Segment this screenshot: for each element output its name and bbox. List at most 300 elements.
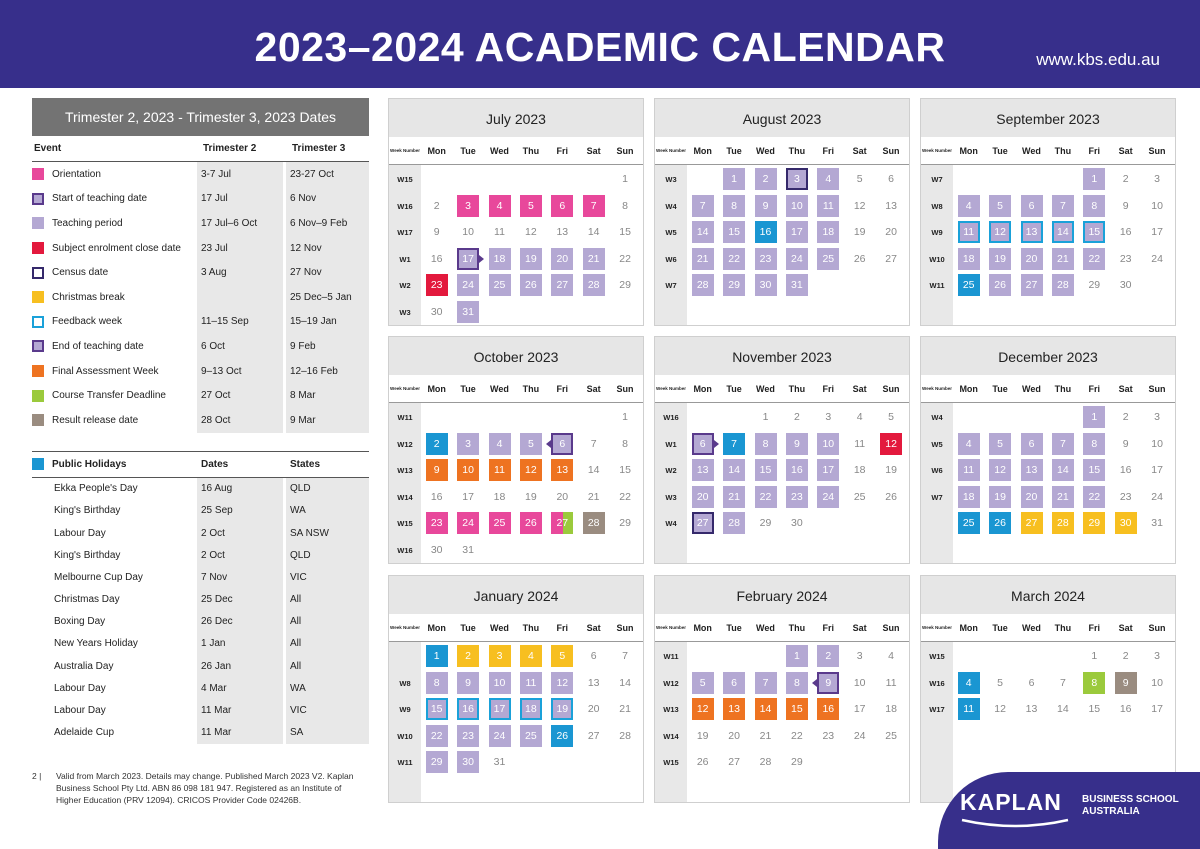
weekday-header: Thu (1054, 622, 1072, 633)
weekday-header: Sat (1118, 383, 1133, 394)
calendar-day: 6 (1021, 433, 1043, 455)
calendar-day: 17 (853, 703, 866, 716)
calendar-day: 6 (1021, 195, 1043, 217)
calendar-day: 14 (587, 226, 600, 239)
calendar-day: 11 (958, 459, 980, 481)
calendar-day: 7 (622, 650, 629, 662)
weekday-header: Mon (959, 622, 978, 633)
weekday-header: Wed (490, 145, 509, 156)
calendar-day: 6 (1028, 676, 1035, 689)
weekday-header: Sun (1148, 145, 1166, 156)
month-body (389, 165, 643, 325)
holiday-name-cell (32, 611, 197, 633)
legend-t2-date: 3 Aug (197, 260, 286, 285)
calendar-day: 4 (888, 650, 895, 662)
calendar-day: 25 (885, 729, 897, 742)
calendar-day: 25 (489, 512, 511, 534)
week-number: W9 (399, 705, 411, 715)
calendar-day: 19 (696, 729, 709, 742)
legend-t3-date: 6 Nov (286, 187, 369, 212)
week-number: W17 (397, 228, 413, 238)
calendar-day: 15 (786, 698, 808, 720)
calendar-day: 13 (723, 698, 745, 720)
weekday-header: Mon (427, 145, 446, 156)
holidays-header-cell (197, 452, 286, 477)
calendar-day: 28 (759, 756, 772, 769)
legend-header-label: Trimester 2 (203, 143, 257, 154)
calendar-day: 14 (1052, 459, 1074, 481)
holiday-name-cell (32, 699, 197, 721)
legend-swatch-transfer (32, 390, 44, 402)
calendar-day: 27 (885, 252, 897, 265)
calendar-day: 25 (520, 725, 542, 747)
weekday-header: Sat (852, 383, 867, 394)
holidays-header-row (32, 452, 369, 478)
calendar-day: 4 (856, 411, 863, 423)
calendar-day: 21 (692, 248, 714, 270)
calendar-day: 11 (489, 459, 511, 481)
calendar-day: 20 (1021, 486, 1043, 508)
week-number: W12 (397, 439, 413, 449)
calendar-day: 30 (755, 274, 777, 296)
weekday-header: Sun (616, 145, 634, 156)
calendar-day: 10 (1151, 437, 1163, 450)
calendar-day: 5 (520, 195, 542, 217)
holiday-date: 4 Mar (197, 677, 286, 699)
legend-t3-date: 23-27 Oct (286, 162, 369, 187)
legend-t2-date: 9–13 Oct (197, 359, 286, 384)
calendar-day: 29 (1083, 512, 1105, 534)
calendar-day: 7 (692, 195, 714, 217)
legend-t3-date: 9 Mar (286, 408, 369, 433)
calendar-day: 3 (1154, 650, 1161, 662)
calendar-day: 10 (1151, 676, 1163, 689)
weekday-header: Sun (882, 622, 900, 633)
calendar-day: 28 (1052, 512, 1074, 534)
holiday-row (32, 611, 369, 633)
calendar-day: 17 (1151, 226, 1163, 239)
week-number: W2 (399, 281, 411, 291)
week-number: W3 (665, 492, 677, 502)
calendar-day: 4 (817, 168, 839, 190)
legend-t3-date: 8 Mar (286, 383, 369, 408)
holiday-state: All (286, 611, 369, 633)
month-title: December 2023 (921, 337, 1175, 375)
legend-swatch-feedback (32, 316, 44, 328)
legend-t3-date: 12 Nov (286, 236, 369, 261)
holiday-name: Ekka People's Day (54, 483, 138, 495)
calendar-day: 7 (1052, 433, 1074, 455)
weekday-header: Fri (556, 383, 569, 394)
calendar-day: 23 (426, 512, 448, 534)
calendar-day: 14 (1052, 221, 1074, 243)
website-link[interactable]: www.kbs.edu.au (1036, 50, 1160, 69)
legend-event-name: Final Assessment Week (52, 365, 159, 377)
calendar-day: 16 (817, 698, 839, 720)
legend-t3-date: 6 Nov–9 Feb (286, 211, 369, 236)
calendar-day: 13 (885, 199, 897, 212)
calendar-day: 5 (989, 195, 1011, 217)
legend-header-cell (197, 136, 286, 161)
legend-row (32, 310, 369, 335)
calendar-day: 19 (989, 486, 1011, 508)
month-march-2024 (920, 575, 1176, 803)
holiday-date: 7 Nov (197, 566, 286, 588)
week-number: W11 (397, 413, 413, 422)
legend-t3-date: 25 Dec–5 Jan (286, 285, 369, 310)
calendar-day: 9 (755, 195, 777, 217)
weekday-header: Thu (788, 145, 806, 156)
weekday-header: Mon (693, 383, 712, 394)
weekday-header-row (389, 137, 643, 165)
holiday-state: WA (286, 677, 369, 699)
month-july-2023 (388, 98, 644, 326)
calendar-day: 31 (457, 301, 479, 323)
calendar-day: 25 (489, 274, 511, 296)
weekday-header: Fri (1088, 383, 1101, 394)
weekday-header: Fri (556, 145, 569, 156)
weekday-header: Sun (1148, 622, 1166, 633)
holiday-row (32, 655, 369, 677)
logo-line-2: AUSTRALIA (1082, 806, 1140, 817)
calendar-day: 9 (433, 226, 440, 239)
calendar-day: 21 (1052, 486, 1074, 508)
calendar-day: 10 (462, 226, 474, 239)
legend-event-cell (32, 334, 197, 359)
calendar-day: 16 (430, 252, 443, 265)
legend-event-cell (32, 187, 197, 212)
holiday-date: 11 Mar (197, 699, 286, 721)
legend-row (32, 285, 369, 310)
holiday-state: QLD (286, 478, 369, 500)
calendar-day: 5 (551, 645, 573, 667)
holiday-name: Australia Day (54, 660, 114, 672)
calendar-day: 16 (755, 221, 777, 243)
holiday-name: Labour Day (54, 682, 106, 694)
calendar-day: 27 (692, 512, 714, 534)
calendar-day: 10 (853, 676, 866, 689)
calendar-day: 2 (755, 168, 777, 190)
calendar-day: 6 (590, 650, 597, 662)
holiday-name: Labour Day (54, 705, 106, 716)
week-number: W13 (397, 466, 413, 476)
calendar-day: 23 (755, 248, 777, 270)
calendar-day: 16 (1119, 703, 1132, 716)
weekday-header: Tue (460, 145, 476, 156)
calendar-day: 1 (1083, 168, 1105, 190)
calendar-day: 13 (1025, 703, 1038, 716)
weekday-header: Tue (992, 383, 1008, 394)
legend-t2-date: 23 Jul (197, 236, 286, 261)
month-title: September 2023 (921, 99, 1175, 137)
legend-t2-date (197, 285, 286, 310)
header-banner (0, 0, 1200, 88)
month-title: February 2024 (655, 576, 909, 614)
calendar-day: 26 (520, 274, 542, 296)
holidays-header-label: Dates (201, 458, 229, 470)
calendar-day: 30 (430, 544, 443, 556)
calendar-day: 21 (583, 248, 605, 270)
week-number: W8 (399, 678, 411, 688)
calendar-day: 17 (1151, 464, 1163, 477)
calendar-day: 28 (692, 274, 714, 296)
calendar-day: 30 (1115, 512, 1137, 534)
calendar-day: 13 (1021, 459, 1043, 481)
calendar-day: 26 (885, 490, 897, 503)
weekday-header: Tue (460, 622, 476, 633)
calendar-day: 25 (958, 274, 980, 296)
legend-t2-date: 17 Jul–6 Oct (197, 211, 286, 236)
calendar-day: 15 (619, 226, 631, 239)
weekday-header: Mon (959, 383, 978, 394)
calendar-day: 22 (1083, 248, 1105, 270)
calendar-day: 20 (885, 226, 897, 239)
week-number: W5 (665, 228, 677, 238)
week-number-header: Week Number (922, 624, 952, 630)
week-number: W7 (931, 175, 943, 184)
calendar-day: 27 (1021, 274, 1043, 296)
public-holiday-swatch (32, 458, 44, 470)
week-number: W10 (929, 254, 945, 264)
calendar-day: 13 (692, 459, 714, 481)
legend-row (32, 260, 369, 285)
holiday-date: 26 Jan (197, 655, 286, 677)
calendar-day: 10 (1151, 199, 1163, 212)
week-number: W1 (665, 439, 677, 449)
week-number: W11 (663, 652, 679, 661)
month-november-2023 (654, 336, 910, 564)
legend-header-label: Trimester 3 (292, 143, 346, 154)
calendar-day: 7 (723, 433, 745, 455)
week-number: W6 (931, 466, 943, 476)
calendar-day: 23 (426, 274, 448, 296)
legend-event-name: Result release date (52, 414, 139, 426)
calendar-day: 8 (622, 437, 629, 450)
calendar-day: 10 (786, 195, 808, 217)
weekday-header-row (389, 614, 643, 642)
weekday-header-row (655, 137, 909, 165)
legend-event-cell (32, 211, 197, 236)
holiday-name-cell (32, 655, 197, 677)
calendar-day: 11 (494, 226, 505, 239)
calendar-day: 2 (1122, 411, 1129, 423)
legend-t2-date: 27 Oct (197, 383, 286, 408)
calendar-day: 3 (856, 650, 863, 662)
week-number: W12 (663, 678, 679, 688)
calendar-day: 8 (755, 433, 777, 455)
calendar-day: 14 (587, 464, 600, 477)
footnote-text: Valid from March 2023. Details may change. Published March 2023 V2. Kaplan Business School Pty Ltd. ABN 86 098 181 947. Registered as an Institute of Higher Education (PRV 12094). CRICOS Provider Code 02426B. (56, 771, 354, 805)
calendar-day: 2 (793, 411, 800, 423)
calendar-day: 24 (1151, 252, 1163, 265)
calendar-day: 12 (692, 698, 714, 720)
week-number: W10 (397, 731, 413, 741)
calendar-day: 28 (1052, 274, 1074, 296)
weekday-header: Sat (586, 383, 601, 394)
week-number: W4 (665, 519, 677, 529)
calendar-day: 10 (817, 433, 839, 455)
legend-row (32, 408, 369, 433)
weekday-header: Tue (726, 383, 742, 394)
weekday-header: Fri (822, 622, 835, 633)
calendar-day: 25 (817, 248, 839, 270)
calendar-day: 2 (1122, 650, 1129, 662)
calendar-day: 27 (1021, 512, 1043, 534)
week-number: W3 (665, 175, 677, 184)
weekday-header: Wed (490, 622, 509, 633)
legend-header-label: Event (34, 143, 62, 154)
calendar-day: 8 (723, 195, 745, 217)
calendar-day: 14 (723, 459, 745, 481)
calendar-day: 20 (1021, 248, 1043, 270)
calendar-day: 17 (1151, 703, 1163, 716)
holiday-row (32, 722, 369, 744)
calendar-day: 22 (1083, 486, 1105, 508)
calendar-day: 27 (551, 274, 573, 296)
calendar-day: 28 (619, 729, 631, 742)
holiday-state: QLD (286, 544, 369, 566)
calendar-day: 20 (728, 729, 740, 742)
week-number: W14 (663, 731, 679, 741)
holiday-name-cell (32, 588, 197, 610)
calendar-day: 3 (457, 433, 479, 455)
public-holidays-table (32, 451, 369, 744)
calendar-day: 6 (888, 173, 895, 185)
calendar-day: 15 (1088, 703, 1101, 716)
calendar-day: 19 (885, 464, 897, 477)
holiday-date: 16 Aug (197, 478, 286, 500)
calendar-day: 8 (786, 672, 808, 694)
calendar-day: 12 (880, 433, 902, 455)
calendar-day: 29 (723, 274, 745, 296)
calendar-day: 11 (854, 437, 866, 450)
calendar-day: 1 (426, 645, 448, 667)
legend-row (32, 334, 369, 359)
calendar-day: 4 (520, 645, 542, 667)
calendar-day: 3 (786, 168, 808, 190)
week-number: W8 (931, 201, 943, 211)
week-number-header: Week Number (390, 385, 420, 391)
legend-swatch-orientation (32, 168, 44, 180)
calendar-day: 19 (989, 248, 1011, 270)
calendar-day: 8 (622, 199, 629, 212)
week-number: W4 (665, 201, 677, 211)
week-number: W3 (399, 308, 411, 317)
legend-t2-date: 17 Jul (197, 187, 286, 212)
calendar-day: 15 (723, 221, 745, 243)
calendar-day: 22 (619, 252, 631, 265)
legend-header-cell (32, 136, 197, 161)
holiday-date: 26 Dec (197, 611, 286, 633)
month-title: March 2024 (921, 576, 1175, 614)
weekday-header: Mon (693, 622, 712, 633)
legend-event-cell (32, 260, 197, 285)
weekday-header: Sun (882, 383, 900, 394)
calendar-day: 12 (525, 226, 537, 239)
calendar-day: 1 (786, 645, 808, 667)
legend-swatch-teaching (32, 217, 44, 229)
calendar-day: 18 (853, 464, 866, 477)
calendar-day: 31 (786, 274, 808, 296)
holiday-row (32, 566, 369, 588)
legend-event-cell (32, 383, 197, 408)
calendar-day: 22 (619, 490, 631, 503)
calendar-day: 11 (958, 221, 980, 243)
weekday-header: Sun (616, 622, 634, 633)
legend-event-cell (32, 285, 197, 310)
month-body (655, 642, 909, 802)
weekday-header: Tue (726, 622, 742, 633)
legend-event-name: Christmas break (52, 291, 125, 303)
calendar-day: 29 (759, 517, 772, 530)
week-number: W16 (397, 546, 413, 555)
month-body (389, 642, 643, 802)
calendar-day: 1 (1083, 406, 1105, 428)
calendar-day: 24 (1151, 490, 1163, 503)
week-number: W6 (665, 254, 677, 264)
calendar-day: 3 (825, 411, 832, 423)
logo-line-1: BUSINESS SCHOOL (1082, 794, 1179, 805)
calendar-day: 14 (619, 676, 631, 689)
weekday-header: Mon (693, 145, 712, 156)
weekday-header: Thu (522, 622, 540, 633)
legend-t3-date: 15–19 Jan (286, 310, 369, 335)
calendar-day: 1 (622, 173, 629, 185)
calendar-day: 21 (619, 703, 631, 716)
weekday-header-row (655, 375, 909, 403)
weekday-header-row (389, 375, 643, 403)
week-number-header: Week Number (922, 385, 952, 391)
calendar-day: 18 (493, 490, 506, 503)
calendar-day: 20 (692, 486, 714, 508)
calendar-day: 24 (489, 725, 511, 747)
month-title: October 2023 (389, 337, 643, 375)
week-number: W16 (929, 678, 945, 688)
week-number (389, 643, 421, 670)
holiday-row (32, 677, 369, 699)
legend-t3-date: 27 Nov (286, 260, 369, 285)
month-october-2023 (388, 336, 644, 564)
holidays-header-label: Public Holidays (52, 458, 127, 470)
calendar-day: 16 (786, 459, 808, 481)
legend-t2-date: 6 Oct (197, 334, 286, 359)
holiday-state: VIC (286, 566, 369, 588)
calendar-day: 22 (426, 725, 448, 747)
legend-swatch-enrolment_close (32, 242, 44, 254)
legend-event-cell (32, 359, 197, 384)
calendar-day: 28 (723, 512, 745, 534)
calendar-day: 4 (489, 195, 511, 217)
calendar-day: 5 (856, 173, 863, 185)
calendar-day: 14 (692, 221, 714, 243)
calendar-day: 27 (587, 729, 600, 742)
calendar-day: 22 (723, 248, 745, 270)
month-body (921, 165, 1175, 325)
calendar-day: 7 (1052, 195, 1074, 217)
calendar-day: 5 (692, 672, 714, 694)
holiday-row (32, 500, 369, 522)
week-number: W16 (397, 201, 413, 211)
calendar-day: 12 (520, 459, 542, 481)
calendar-day: 12 (989, 221, 1011, 243)
calendar-day: 27 (728, 756, 740, 769)
end-of-teaching-marker (479, 255, 484, 263)
weekday-header: Sat (1118, 145, 1133, 156)
weekday-header-row (921, 137, 1175, 165)
weekday-header: Mon (959, 145, 978, 156)
holiday-name: Boxing Day (54, 616, 106, 628)
holiday-name: Christmas Day (54, 594, 120, 606)
